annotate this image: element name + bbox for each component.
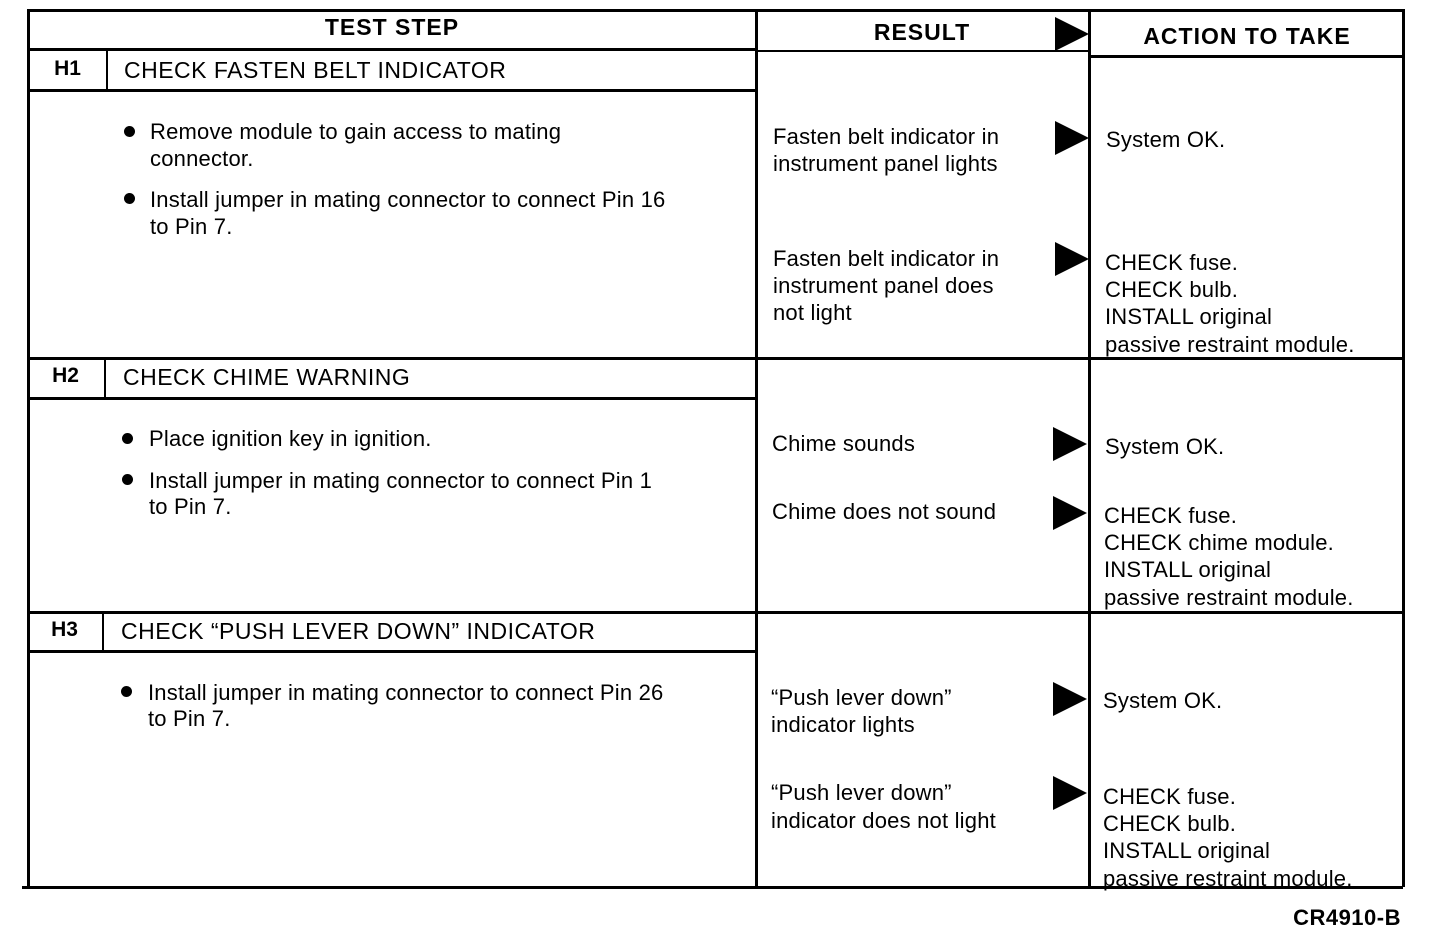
h2-title-divider xyxy=(27,397,757,400)
step-title-h2: CHECK CHIME WARNING xyxy=(123,364,411,390)
result-line: instrument panel does xyxy=(773,273,994,298)
result-arrow-icon xyxy=(1053,682,1087,716)
bullet-icon xyxy=(124,126,135,137)
result-line: not light xyxy=(773,300,852,325)
h1-id-divider xyxy=(106,50,108,90)
result-arrow-icon xyxy=(1055,121,1089,155)
instruction-line: connector. xyxy=(150,146,254,171)
h2-id-divider xyxy=(104,359,106,398)
instruction-line: Install jumper in mating connector to connect Pin 1 xyxy=(149,468,653,493)
result-line: indicator lights xyxy=(771,712,915,737)
action-line: CHECK bulb. xyxy=(1105,277,1239,302)
instruction-line: to Pin 7. xyxy=(149,494,232,519)
result-line: instrument panel lights xyxy=(773,151,998,176)
action-line: INSTALL original xyxy=(1103,838,1271,863)
result-line: Fasten belt indicator in xyxy=(773,124,1000,149)
result-arrow-icon xyxy=(1055,242,1089,276)
instruction-line: Install jumper in mating connector to connect Pin 26 xyxy=(148,680,664,705)
result-arrow-icon xyxy=(1053,427,1087,461)
h3-id-divider xyxy=(102,613,104,651)
bullet-icon xyxy=(124,193,135,204)
header-divider-result xyxy=(757,50,1090,52)
action-line: passive restraint module. xyxy=(1104,585,1354,610)
result-line: Fasten belt indicator in xyxy=(773,246,1000,271)
instruction-line: Place ignition key in ignition. xyxy=(149,426,432,451)
header-divider-test-step xyxy=(29,48,757,51)
action-line: System OK. xyxy=(1105,434,1225,459)
action-line: CHECK fuse. xyxy=(1103,784,1237,809)
header-test-step: TEST STEP xyxy=(324,14,460,40)
bullet-icon xyxy=(122,433,133,444)
bullet-icon xyxy=(122,474,133,485)
action-line: passive restraint module. xyxy=(1105,332,1355,357)
table-right-border xyxy=(1402,9,1405,887)
action-line: CHECK fuse. xyxy=(1104,503,1238,528)
result-line: “Push lever down” xyxy=(771,685,952,710)
action-line: CHECK fuse. xyxy=(1105,250,1239,275)
h1-title-divider xyxy=(29,89,757,92)
bullet-icon xyxy=(121,686,132,697)
step-title-h3: CHECK “PUSH LEVER DOWN” INDICATOR xyxy=(121,618,596,644)
h3-title-divider xyxy=(27,650,757,653)
result-line: Chime sounds xyxy=(772,431,916,456)
result-arrow-icon xyxy=(1053,496,1087,530)
header-result: RESULT xyxy=(873,19,971,45)
table-left-border xyxy=(27,9,30,887)
instruction-line: Install jumper in mating connector to connect Pin 16 xyxy=(150,187,666,212)
row-divider-h2-h3 xyxy=(27,611,1404,614)
action-line: CHECK chime module. xyxy=(1104,530,1334,555)
result-arrow-icon xyxy=(1053,776,1087,810)
result-line: indicator does not light xyxy=(771,808,996,833)
instruction-line: Remove module to gain access to mating xyxy=(150,119,562,144)
step-id-h3: H3 xyxy=(51,618,78,641)
result-line: “Push lever down” xyxy=(771,780,952,805)
step-id-h2: H2 xyxy=(52,364,79,387)
step-title-h1: CHECK FASTEN BELT INDICATOR xyxy=(124,57,507,83)
result-line: Chime does not sound xyxy=(772,499,997,524)
column-divider-step-result xyxy=(755,9,758,889)
action-line: CHECK bulb. xyxy=(1103,811,1237,836)
figure-code: CR4910-B xyxy=(1293,905,1401,930)
action-line: passive restraint module. xyxy=(1103,866,1353,891)
instruction-line: to Pin 7. xyxy=(150,214,233,239)
header-divider-action xyxy=(1090,55,1404,58)
instruction-line: to Pin 7. xyxy=(148,706,231,731)
table-top-border xyxy=(29,9,1405,12)
step-id-h1: H1 xyxy=(54,57,81,80)
action-line: INSTALL original xyxy=(1105,304,1273,329)
action-line: System OK. xyxy=(1103,688,1223,713)
action-line: INSTALL original xyxy=(1104,557,1272,582)
header-action: ACTION TO TAKE xyxy=(1143,23,1351,49)
action-line: System OK. xyxy=(1106,127,1226,152)
header-arrow-icon xyxy=(1055,17,1089,51)
